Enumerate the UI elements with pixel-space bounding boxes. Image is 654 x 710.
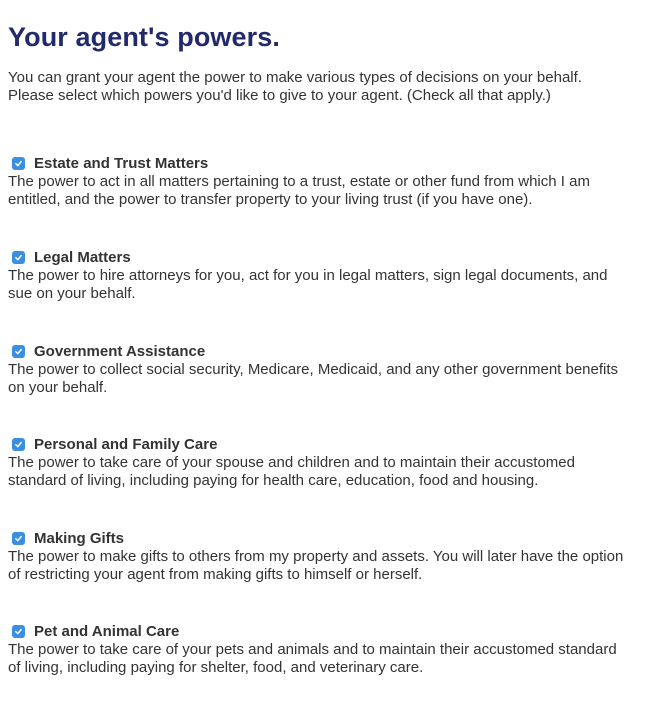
intro-text xyxy=(8,69,648,105)
checkmark-icon xyxy=(14,534,23,543)
description-line-2: sue on your behalf. xyxy=(8,285,136,302)
description-line-2: standard of living, including paying for health care, education, food and housing. xyxy=(8,472,539,489)
description-line-1: The power to make gifts to others from my property and assets. You will later have the option xyxy=(8,548,624,565)
power-header xyxy=(8,341,648,361)
power-description xyxy=(8,548,648,584)
power-label[interactable]: Pet and Animal Care xyxy=(34,622,180,640)
checkbox-pet-and-animal-care[interactable] xyxy=(12,625,25,638)
power-description xyxy=(8,641,648,677)
description-line-1: The power to take care of your spouse and children and to maintain their accustomed xyxy=(8,454,575,471)
checkmark-icon xyxy=(14,159,23,168)
power-label[interactable]: Government Assistance xyxy=(34,342,206,360)
power-label[interactable]: Estate and Trust Matters xyxy=(34,154,209,172)
power-label[interactable]: Legal Matters xyxy=(34,248,131,266)
power-section-estate-and-trust-matters xyxy=(8,153,648,209)
checkbox-government-assistance[interactable] xyxy=(12,345,25,358)
description-line-1: The power to take care of your pets and animals and to maintain their accustomed standard xyxy=(8,641,617,658)
power-header xyxy=(8,434,648,454)
power-header xyxy=(8,528,648,548)
description-line-1: The power to collect social security, Medicare, Medicaid, and any other government benefits xyxy=(8,361,619,378)
power-section-making-gifts xyxy=(8,528,648,584)
intro-line-2: Please select which powers you'd like to give to your agent. (Check all that apply.) xyxy=(8,87,551,104)
checkmark-icon xyxy=(14,347,23,356)
power-header xyxy=(8,621,648,641)
page-title: Your agent's powers. xyxy=(8,22,280,52)
checkbox-personal-and-family-care[interactable] xyxy=(12,438,25,451)
checkmark-icon xyxy=(14,440,23,449)
description-line-1: The power to act in all matters pertaining to a trust, estate or other fund from which I am xyxy=(8,173,590,190)
power-section-personal-and-family-care xyxy=(8,434,648,490)
checkbox-making-gifts[interactable] xyxy=(12,532,25,545)
power-label[interactable]: Personal and Family Care xyxy=(34,435,218,453)
power-section-legal-matters xyxy=(8,247,648,303)
description-line-2: on your behalf. xyxy=(8,379,108,396)
checkmark-icon xyxy=(14,627,23,636)
checkmark-icon xyxy=(14,253,23,262)
power-description xyxy=(8,454,648,490)
power-label[interactable]: Making Gifts xyxy=(34,529,125,547)
description-line-2: of living, including paying for shelter, food, and veterinary care. xyxy=(8,659,424,676)
power-description xyxy=(8,267,648,303)
description-line-1: The power to hire attorneys for you, act for you in legal matters, sign legal documents, and xyxy=(8,267,608,284)
checkbox-estate-and-trust-matters[interactable] xyxy=(12,157,25,170)
power-description xyxy=(8,361,648,397)
power-header xyxy=(8,153,648,173)
checkbox-legal-matters[interactable] xyxy=(12,251,25,264)
description-line-2: of restricting your agent from making gifts to himself or herself. xyxy=(8,566,423,583)
power-section-pet-and-animal-care xyxy=(8,621,648,677)
description-line-2: entitled, and the power to transfer property to your living trust (if you have one). xyxy=(8,191,533,208)
power-header xyxy=(8,247,648,267)
intro-line-1: You can grant your agent the power to make various types of decisions on your behalf. xyxy=(8,69,582,86)
power-description xyxy=(8,173,648,209)
power-section-government-assistance xyxy=(8,341,648,397)
